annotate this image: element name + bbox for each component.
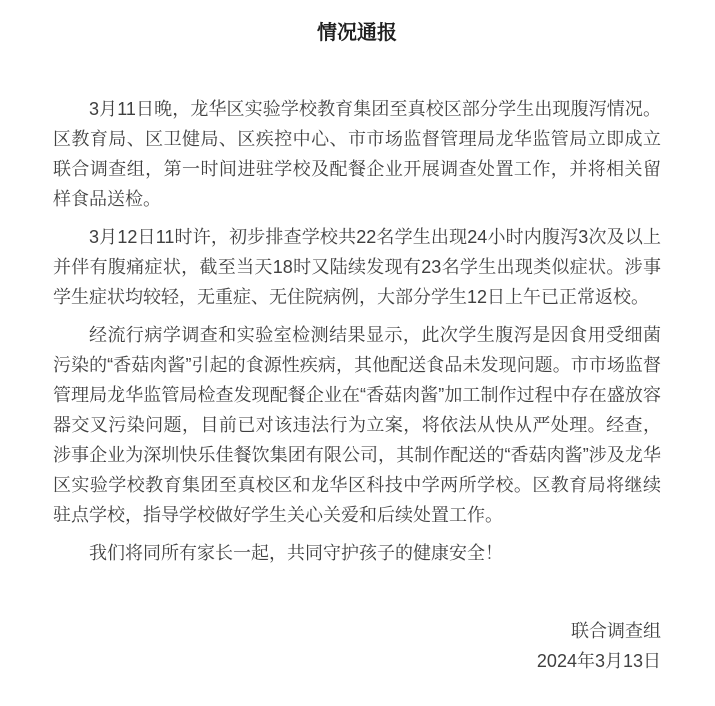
signature-date: 2024年3月13日 <box>536 651 661 671</box>
signature-issuer: 联合调查组 <box>571 621 661 641</box>
document-body <box>53 94 661 568</box>
body-paragraph-1: 3月11日晚，龙华区实验学校教育集团至真校区部分学生出现腹泻情况。区教育局、区卫健局、区疾控中心、市市场监督管理局龙华监管局立即成立联合调查组，第一时间进驻学校及配餐企业开展调查处置工作，并将相关留样食品送检。 <box>53 99 661 209</box>
signature-block <box>53 616 661 676</box>
page-title: 情况通报 <box>317 22 397 44</box>
body-paragraph-3: 经流行病学调查和实验室检测结果显示，此次学生腹泻是因食用受细菌污染的“香菇肉酱”引起的食源性疾病，其他配送食品未发现问题。市市场监督管理局龙华监管局检查发现配餐企业在“香菇肉酱”加工制作过程中存在盛放容器交叉污染问题，目前已对该违法行为立案，将依法从快从严处理。经查，涉事企业为深圳快乐佳餐饮集团有限公司，其制作配送的“香菇肉酱”涉及龙华区实验学校教育集团至真校区和龙华区科技中学两所学校。区教育局将继续驻点学校，指导学校做好学生关心关爱和后续处置工作。 <box>53 325 661 525</box>
body-paragraph-4: 我们将同所有家长一起，共同守护孩子的健康安全！ <box>89 543 503 563</box>
body-paragraph-2: 3月12日11时许，初步排查学校共22名学生出现24小时内腹泻3次及以上并伴有腹痛症状，截至当天18时又陆续发现有23名学生出现类似症状。涉事学生症状均较轻，无重症、无住院病例，大部分学生12日上午已正常返校。 <box>53 227 661 307</box>
